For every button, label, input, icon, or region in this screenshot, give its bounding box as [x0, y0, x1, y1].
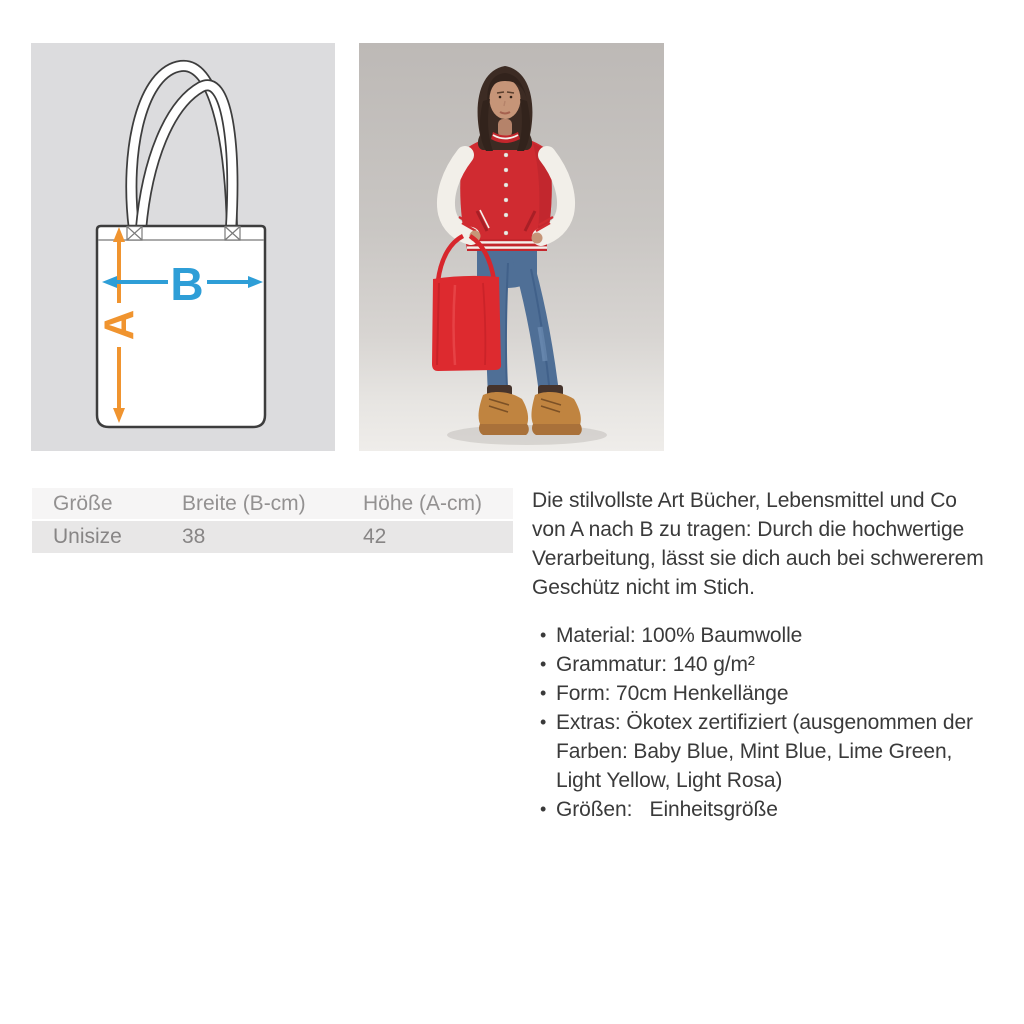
bullet-icon: •	[540, 799, 547, 819]
list-item	[532, 650, 1022, 679]
feature-material: Material: 100% Baumwolle	[556, 624, 803, 647]
tote-bag-size-diagram	[31, 43, 335, 451]
description-line: Geschütz nicht im Stich.	[532, 576, 755, 599]
column-header-size: Größe	[53, 491, 113, 515]
size-table	[32, 488, 513, 553]
cell-size: Unisize	[53, 525, 122, 548]
feature-extras-continued: Farben: Baby Blue, Mint Blue, Lime Green,	[556, 740, 953, 763]
list-item	[532, 621, 1022, 650]
list-item	[532, 679, 1022, 708]
height-label: A	[95, 309, 143, 341]
bullet-icon: •	[540, 654, 547, 674]
list-item	[532, 795, 1022, 824]
size-diagram-image	[31, 43, 335, 451]
feature-extras-continued: Light Yellow, Light Rosa)	[556, 769, 783, 792]
feature-extras: Extras: Ökotex zertifiziert (ausgenommen der	[556, 711, 973, 734]
cell-width: 38	[182, 525, 206, 548]
column-header-width: Breite (B-cm)	[182, 491, 306, 515]
table-row	[32, 521, 513, 553]
feature-grammage: Grammatur: 140 g/m²	[556, 653, 755, 676]
list-item	[532, 708, 1022, 795]
model-photo	[359, 43, 664, 451]
bullet-icon: •	[540, 712, 547, 732]
model-illustration	[359, 43, 664, 451]
description-line: Verarbeitung, lässt sie dich auch bei schwererem	[532, 547, 984, 570]
description-line: von A nach B zu tragen: Durch die hochwertige	[532, 518, 965, 541]
width-label: B	[170, 258, 204, 310]
cell-height: 42	[363, 525, 387, 548]
column-header-height: Höhe (A-cm)	[363, 491, 483, 515]
bullet-icon: •	[540, 683, 547, 703]
feature-sizes: Größen: Einheitsgröße	[556, 798, 778, 821]
product-description	[532, 486, 1018, 602]
bullet-icon: •	[540, 625, 547, 645]
product-feature-list	[532, 621, 1022, 824]
feature-form: Form: 70cm Henkellänge	[556, 682, 789, 705]
size-table-header-row	[32, 488, 513, 519]
description-line: Die stilvollste Art Bücher, Lebensmittel und Co	[532, 489, 957, 512]
hand	[532, 233, 543, 244]
